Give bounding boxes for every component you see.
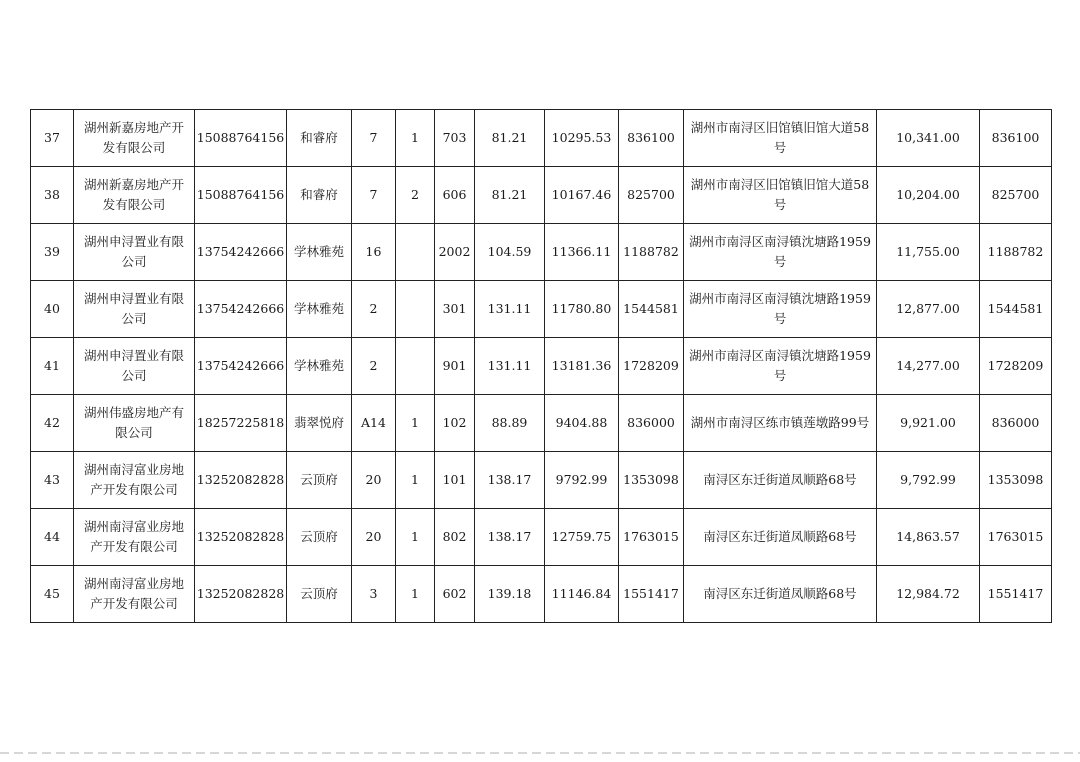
project-name-cell: 学林雅苑 xyxy=(287,338,352,395)
filed-total-price-cell: 1353098 xyxy=(980,452,1052,509)
contact-phone-cell: 13754242666 xyxy=(195,224,287,281)
room-number-cell: 301 xyxy=(435,281,475,338)
room-number-cell: 703 xyxy=(435,110,475,167)
floor-area-cell: 131.11 xyxy=(475,281,545,338)
unit-number-cell: 1 xyxy=(396,110,435,167)
filed-total-price-cell: 836000 xyxy=(980,395,1052,452)
address-cell: 南浔区东迁街道凤顺路68号 xyxy=(684,566,877,623)
project-name-cell: 和睿府 xyxy=(287,167,352,224)
floor-area-cell: 104.59 xyxy=(475,224,545,281)
building-number-cell: 3 xyxy=(352,566,396,623)
price-table xyxy=(30,109,1052,623)
floor-area-cell: 81.21 xyxy=(475,167,545,224)
room-number-cell: 901 xyxy=(435,338,475,395)
table-row xyxy=(31,281,1052,338)
developer-name-cell: 湖州伟盛房地产有限公司 xyxy=(74,395,195,452)
project-name-cell: 云顶府 xyxy=(287,452,352,509)
table-row xyxy=(31,566,1052,623)
unit-price-cell: 11146.84 xyxy=(545,566,619,623)
filed-unit-price-cell: 11,755.00 xyxy=(877,224,980,281)
total-price-cell: 1728209 xyxy=(619,338,684,395)
row-number-cell: 40 xyxy=(31,281,74,338)
total-price-cell: 1544581 xyxy=(619,281,684,338)
unit-price-cell: 11780.80 xyxy=(545,281,619,338)
contact-phone-cell: 13252082828 xyxy=(195,452,287,509)
row-number-cell: 45 xyxy=(31,566,74,623)
filed-total-price-cell: 1763015 xyxy=(980,509,1052,566)
unit-price-cell: 9792.99 xyxy=(545,452,619,509)
address-cell: 湖州市南浔区旧馆镇旧馆大道58号 xyxy=(684,167,877,224)
floor-area-cell: 138.17 xyxy=(475,509,545,566)
floor-area-cell: 88.89 xyxy=(475,395,545,452)
row-number-cell: 38 xyxy=(31,167,74,224)
table-row xyxy=(31,224,1052,281)
filed-unit-price-cell: 14,863.57 xyxy=(877,509,980,566)
address-cell: 湖州市南浔区南浔镇沈塘路1959号 xyxy=(684,224,877,281)
row-number-cell: 41 xyxy=(31,338,74,395)
address-cell: 南浔区东迁街道凤顺路68号 xyxy=(684,452,877,509)
developer-name-cell: 湖州申浔置业有限公司 xyxy=(74,338,195,395)
filed-unit-price-cell: 9,792.99 xyxy=(877,452,980,509)
table-row xyxy=(31,110,1052,167)
filed-unit-price-cell: 14,277.00 xyxy=(877,338,980,395)
filed-unit-price-cell: 12,984.72 xyxy=(877,566,980,623)
contact-phone-cell: 13252082828 xyxy=(195,566,287,623)
contact-phone-cell: 15088764156 xyxy=(195,167,287,224)
project-name-cell: 学林雅苑 xyxy=(287,281,352,338)
unit-number-cell xyxy=(396,224,435,281)
building-number-cell: 7 xyxy=(352,167,396,224)
unit-price-cell: 12759.75 xyxy=(545,509,619,566)
table-row xyxy=(31,167,1052,224)
filed-total-price-cell: 1728209 xyxy=(980,338,1052,395)
room-number-cell: 2002 xyxy=(435,224,475,281)
building-number-cell: 20 xyxy=(352,509,396,566)
filed-total-price-cell: 836100 xyxy=(980,110,1052,167)
building-number-cell: 2 xyxy=(352,338,396,395)
address-cell: 湖州市南浔区南浔镇沈塘路1959号 xyxy=(684,338,877,395)
row-number-cell: 44 xyxy=(31,509,74,566)
floor-area-cell: 139.18 xyxy=(475,566,545,623)
developer-name-cell: 湖州南浔富业房地产开发有限公司 xyxy=(74,566,195,623)
developer-name-cell: 湖州新嘉房地产开发有限公司 xyxy=(74,167,195,224)
row-number-cell: 43 xyxy=(31,452,74,509)
developer-name-cell: 湖州南浔富业房地产开发有限公司 xyxy=(74,452,195,509)
room-number-cell: 101 xyxy=(435,452,475,509)
unit-number-cell: 1 xyxy=(396,509,435,566)
project-name-cell: 云顶府 xyxy=(287,509,352,566)
address-cell: 湖州市南浔区练市镇莲墩路99号 xyxy=(684,395,877,452)
table-row xyxy=(31,509,1052,566)
unit-number-cell xyxy=(396,338,435,395)
total-price-cell: 836100 xyxy=(619,110,684,167)
filed-total-price-cell: 1551417 xyxy=(980,566,1052,623)
filed-unit-price-cell: 10,341.00 xyxy=(877,110,980,167)
building-number-cell: 20 xyxy=(352,452,396,509)
unit-number-cell xyxy=(396,281,435,338)
unit-price-cell: 13181.36 xyxy=(545,338,619,395)
building-number-cell: 2 xyxy=(352,281,396,338)
unit-price-cell: 10167.46 xyxy=(545,167,619,224)
building-number-cell: 7 xyxy=(352,110,396,167)
unit-price-cell: 9404.88 xyxy=(545,395,619,452)
contact-phone-cell: 13754242666 xyxy=(195,281,287,338)
contact-phone-cell: 18257225818 xyxy=(195,395,287,452)
building-number-cell: 16 xyxy=(352,224,396,281)
floor-area-cell: 131.11 xyxy=(475,338,545,395)
room-number-cell: 102 xyxy=(435,395,475,452)
contact-phone-cell: 13252082828 xyxy=(195,509,287,566)
total-price-cell: 1763015 xyxy=(619,509,684,566)
room-number-cell: 606 xyxy=(435,167,475,224)
filed-total-price-cell: 1188782 xyxy=(980,224,1052,281)
floor-area-cell: 138.17 xyxy=(475,452,545,509)
total-price-cell: 836000 xyxy=(619,395,684,452)
project-name-cell: 云顶府 xyxy=(287,566,352,623)
project-name-cell: 学林雅苑 xyxy=(287,224,352,281)
total-price-cell: 1551417 xyxy=(619,566,684,623)
row-number-cell: 39 xyxy=(31,224,74,281)
developer-name-cell: 湖州申浔置业有限公司 xyxy=(74,224,195,281)
address-cell: 湖州市南浔区旧馆镇旧馆大道58号 xyxy=(684,110,877,167)
developer-name-cell: 湖州新嘉房地产开发有限公司 xyxy=(74,110,195,167)
unit-number-cell: 1 xyxy=(396,566,435,623)
scan-edge-line xyxy=(0,752,1080,754)
project-name-cell: 和睿府 xyxy=(287,110,352,167)
contact-phone-cell: 13754242666 xyxy=(195,338,287,395)
filed-total-price-cell: 825700 xyxy=(980,167,1052,224)
developer-name-cell: 湖州南浔富业房地产开发有限公司 xyxy=(74,509,195,566)
unit-number-cell: 1 xyxy=(396,395,435,452)
floor-area-cell: 81.21 xyxy=(475,110,545,167)
table-row xyxy=(31,395,1052,452)
total-price-cell: 1188782 xyxy=(619,224,684,281)
total-price-cell: 825700 xyxy=(619,167,684,224)
total-price-cell: 1353098 xyxy=(619,452,684,509)
unit-price-cell: 11366.11 xyxy=(545,224,619,281)
filed-total-price-cell: 1544581 xyxy=(980,281,1052,338)
contact-phone-cell: 15088764156 xyxy=(195,110,287,167)
unit-number-cell: 1 xyxy=(396,452,435,509)
developer-name-cell: 湖州申浔置业有限公司 xyxy=(74,281,195,338)
address-cell: 南浔区东迁街道凤顺路68号 xyxy=(684,509,877,566)
room-number-cell: 602 xyxy=(435,566,475,623)
table-row xyxy=(31,338,1052,395)
table-row xyxy=(31,452,1052,509)
unit-price-cell: 10295.53 xyxy=(545,110,619,167)
filed-unit-price-cell: 10,204.00 xyxy=(877,167,980,224)
room-number-cell: 802 xyxy=(435,509,475,566)
row-number-cell: 42 xyxy=(31,395,74,452)
unit-number-cell: 2 xyxy=(396,167,435,224)
address-cell: 湖州市南浔区南浔镇沈塘路1959号 xyxy=(684,281,877,338)
building-number-cell: A14 xyxy=(352,395,396,452)
project-name-cell: 翡翠悦府 xyxy=(287,395,352,452)
filed-unit-price-cell: 9,921.00 xyxy=(877,395,980,452)
filed-unit-price-cell: 12,877.00 xyxy=(877,281,980,338)
row-number-cell: 37 xyxy=(31,110,74,167)
